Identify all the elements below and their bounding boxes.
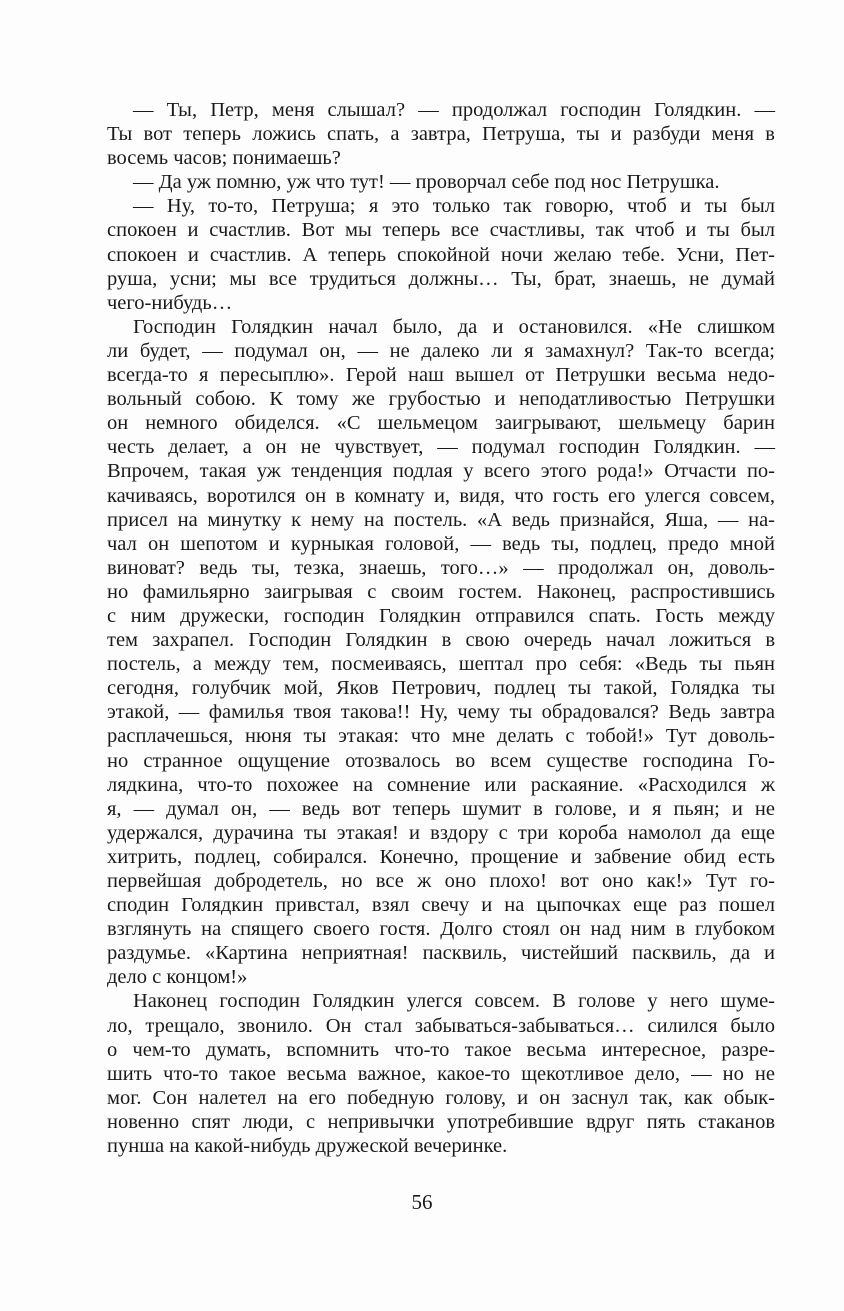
text-line: качиваясь, воротился он в комнату и, видя, что гость его улегся совсем, [107,484,775,507]
text-line: Наконец господин Голядкин улегся совсем. В голове у него шуме- [133,990,775,1013]
text-line: спокоен и счастлив. Вот мы теперь все счастливы, так чтоб и ты был [107,219,775,242]
text-line: вольный собою. К тому же грубостью и неподатливостью Петрушки [107,388,775,411]
text-line: шить что-то такое весьма важное, какое-то щекотливое дело, — но не [107,1062,775,1085]
text-line: Ты вот теперь ложись спать, а завтра, Петруша, ты и разбуди меня в [107,123,775,146]
text-line: расплачешься, нюня ты этакая: что мне делать с тобой!» Тут доволь- [107,725,775,748]
text-line: — Ты, Петр, меня слышал? — продолжал господин Голядкин. — [133,99,775,121]
text-line: чал он шепотом и курныкая головой, — ведь ты, подлец, предо мной [107,532,775,555]
text-line: — Ну, то-то, Петруша; я это только так говорю, чтоб и ты был [133,195,775,218]
text-line: лядкина, что-то похожее на сомнение или раскаяние. «Расходился ж [107,773,775,796]
text-line: взглянуть на спящего своего гостя. Долго стоял он над ним в глубоком [107,918,775,941]
text-line: виноват? ведь ты, тезка, знаешь, того…» — продолжал он, доволь- [107,556,775,579]
text-line: чего-нибудь… [107,291,233,314]
text-line: он немного обиделся. «С шельмецом заигрывают, шельмецу барин [107,412,775,435]
text-line: дело с концом!» [107,966,248,989]
text-line: тем захрапел. Господин Голядкин в свою очередь начал ложиться в [107,629,775,652]
page-number: 56 [411,1190,433,1214]
text-line: я, — думал он, — ведь вот теперь шумит в голове, и я пьян; и не [107,797,775,820]
text-line: сегодня, голубчик мой, Яков Петрович, подлец ты такой, Голядка ты [107,677,775,700]
paragraph [107,170,775,194]
text-line: о чем-то думать, вспомнить что-то такое весьма интересное, разре- [107,1038,775,1061]
text-line: раздумье. «Картина неприятная! пасквиль, чистейший пасквиль, да и [107,942,775,965]
paragraph [107,315,775,990]
paragraph [107,194,775,314]
text-line: присел на минутку к нему на постель. «А ведь признайся, Яша, — на- [107,508,775,531]
text-line: Впрочем, такая уж тенденция подлая у всего этого рода!» Отчасти по- [107,460,775,483]
page-body-text [107,98,775,1158]
text-line: сподин Голядкин привстал, взял свечу и на цыпочках еще раз пошел [107,894,775,917]
text-line: мог. Сон налетел на его победную голову, и он заснул так, как обык- [107,1086,775,1109]
text-line: Господин Голядкин начал было, да и остановился. «Не слишком [133,315,775,338]
text-line: — Да уж помню, уж что тут! — проворчал себе под нос Петрушка. [133,171,720,194]
text-line: постель, а между тем, посмеиваясь, шептал про себя: «Ведь ты пьян [107,653,775,676]
text-line: но странное ощущение отозвалось во всем существе господина Го- [107,749,775,772]
paragraph [107,98,775,170]
text-line: спокоен и счастлив. А теперь спокойной ночи желаю тебе. Усни, Пет- [107,243,775,266]
text-line: этакой, — фамилья твоя такова!! Ну, чему ты обрадовался? Ведь завтра [107,701,775,724]
text-line: первейшая добродетель, но все ж оно плохо! вот оно как!» Тут го- [107,870,775,892]
text-line: всегда-то я пересыплю». Герой наш вышел от Петрушки весьма недо- [107,364,775,387]
text-line: хитрить, подлец, собирался. Конечно, прощение и забвение обид есть [107,845,775,868]
text-line: честь делает, а он не чувствует, — подумал господин Голядкин. — [107,436,775,459]
paragraph [107,989,775,1158]
text-line: пунша на какой-нибудь дружеской вечеринке. [107,1135,508,1158]
text-line: но фамильярно заигрывая с своим гостем. Наконец, распростившись [107,580,775,603]
text-line: руша, усни; мы все трудиться должны… Ты, брат, знаешь, не думай [107,267,775,290]
text-line: удержался, дурачина ты этакая! и вздору с три короба намолол да еще [107,821,775,844]
text-line: ли будет, — подумал он, — не далеко ли я замахнул? Так-то всегда; [107,339,775,362]
text-line: восемь часов; понимаешь? [107,147,341,170]
text-line: с ним дружески, господин Голядкин отправился спать. Гость между [107,604,775,627]
text-line: ло, трещало, звонило. Он стал забываться-забываться… силился было [107,1014,775,1037]
text-line: новенно спят люди, с непривычки употребившие вдруг пять стаканов [107,1110,775,1133]
